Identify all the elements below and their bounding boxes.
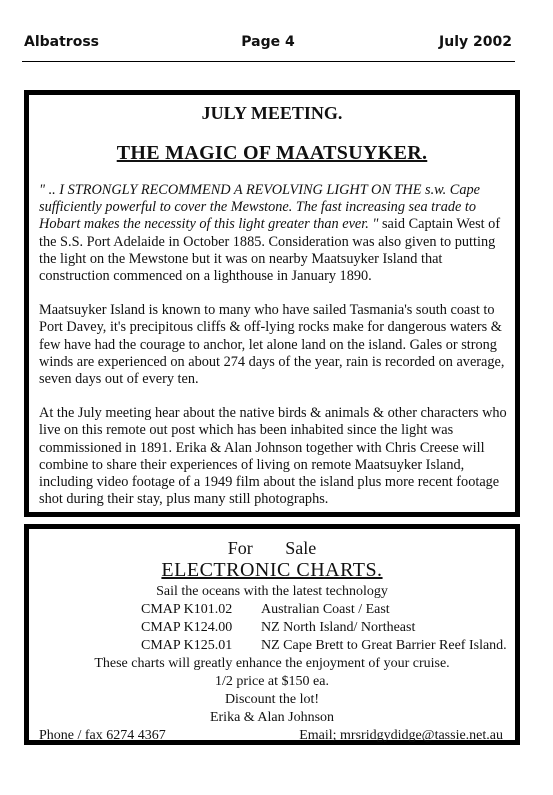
sale-title: ELECTRONIC CHARTS. <box>161 559 383 581</box>
seller-name: Erika & Alan Johnson <box>209 710 335 725</box>
for-sale-heading: For Sale <box>227 538 317 558</box>
chart-code: CMAP K124.00 <box>141 620 233 635</box>
paragraph-2: Maatsuyker Island is known to many who have sailed Tasmania's south coast to Port Davey, it's precipitous cliffs & off-lying rocks make for dangerous waters & few have had the courage to anchor, let alone land on the island. Gales or strong winds are experienced on about 274 days of the year, rain is recorded on average, seven days out of every ten. <box>39 302 505 388</box>
chart-item <box>141 620 415 636</box>
chart-item <box>141 638 507 654</box>
tagline: Sail the oceans with the latest technology <box>156 584 388 599</box>
price-text: 1/2 price at $150 ea. <box>215 674 329 689</box>
chart-code: CMAP K125.01 <box>141 638 233 653</box>
page-number: Page 4 <box>241 34 295 50</box>
quote: " .. I STRONGLY RECOMMEND A REVOLVING LIGHT ON THE s.w. Cape sufficiently powerful to cover the Mewstone. The fast increasing sea trade to Hobart makes the necessity of this light greater than ever. " <box>39 182 480 233</box>
article-body <box>39 182 507 525</box>
enhance-text: These charts will greatly enhance the enjoyment of your cruise. <box>94 656 450 671</box>
meeting-title: JULY MEETING. <box>201 103 343 123</box>
paragraph-1 <box>39 182 507 285</box>
phone-number: Phone / fax 6274 4367 <box>39 728 166 743</box>
email-address: Email; mrsridgydidge@tassie.net.au <box>299 728 503 743</box>
discount-text: Discount the lot! <box>224 692 320 707</box>
chart-code: CMAP K101.02 <box>141 602 233 617</box>
issue-date: July 2002 <box>439 34 512 50</box>
chart-item <box>141 602 390 618</box>
quote-attribution: said Captain West of the S.S. Port Adelaide in October 1885. Consideration was also given to putting the light on the Mewstone but it was on nearby Maatsuyker Island that construction commenced on a lighthouse in January 1890. <box>39 216 501 285</box>
for-sale-box <box>24 524 520 745</box>
meeting-box <box>24 90 520 517</box>
page-header <box>24 34 512 54</box>
header-rule <box>22 61 515 62</box>
chart-area: NZ North Island/ Northeast <box>261 620 416 635</box>
newsletter-name: Albatross <box>24 34 99 50</box>
article-title: THE MAGIC OF MAATSUYKER. <box>116 142 428 164</box>
paragraph-3: At the July meeting hear about the native birds & animals & other characters who live on this remote out post which has been inhabited since the light was commissioned in 1891. Erika & Alan Johnson together with Chris Creese will combine to share their experiences of living on remote Maatsuyker Island, including video footage of a 1949 film about the island plus more recent footage shot during their stay, plus many still photographs. <box>39 405 507 508</box>
chart-area: Australian Coast / East <box>261 602 390 617</box>
chart-area: NZ Cape Brett to Great Barrier Reef Island. <box>261 638 507 653</box>
